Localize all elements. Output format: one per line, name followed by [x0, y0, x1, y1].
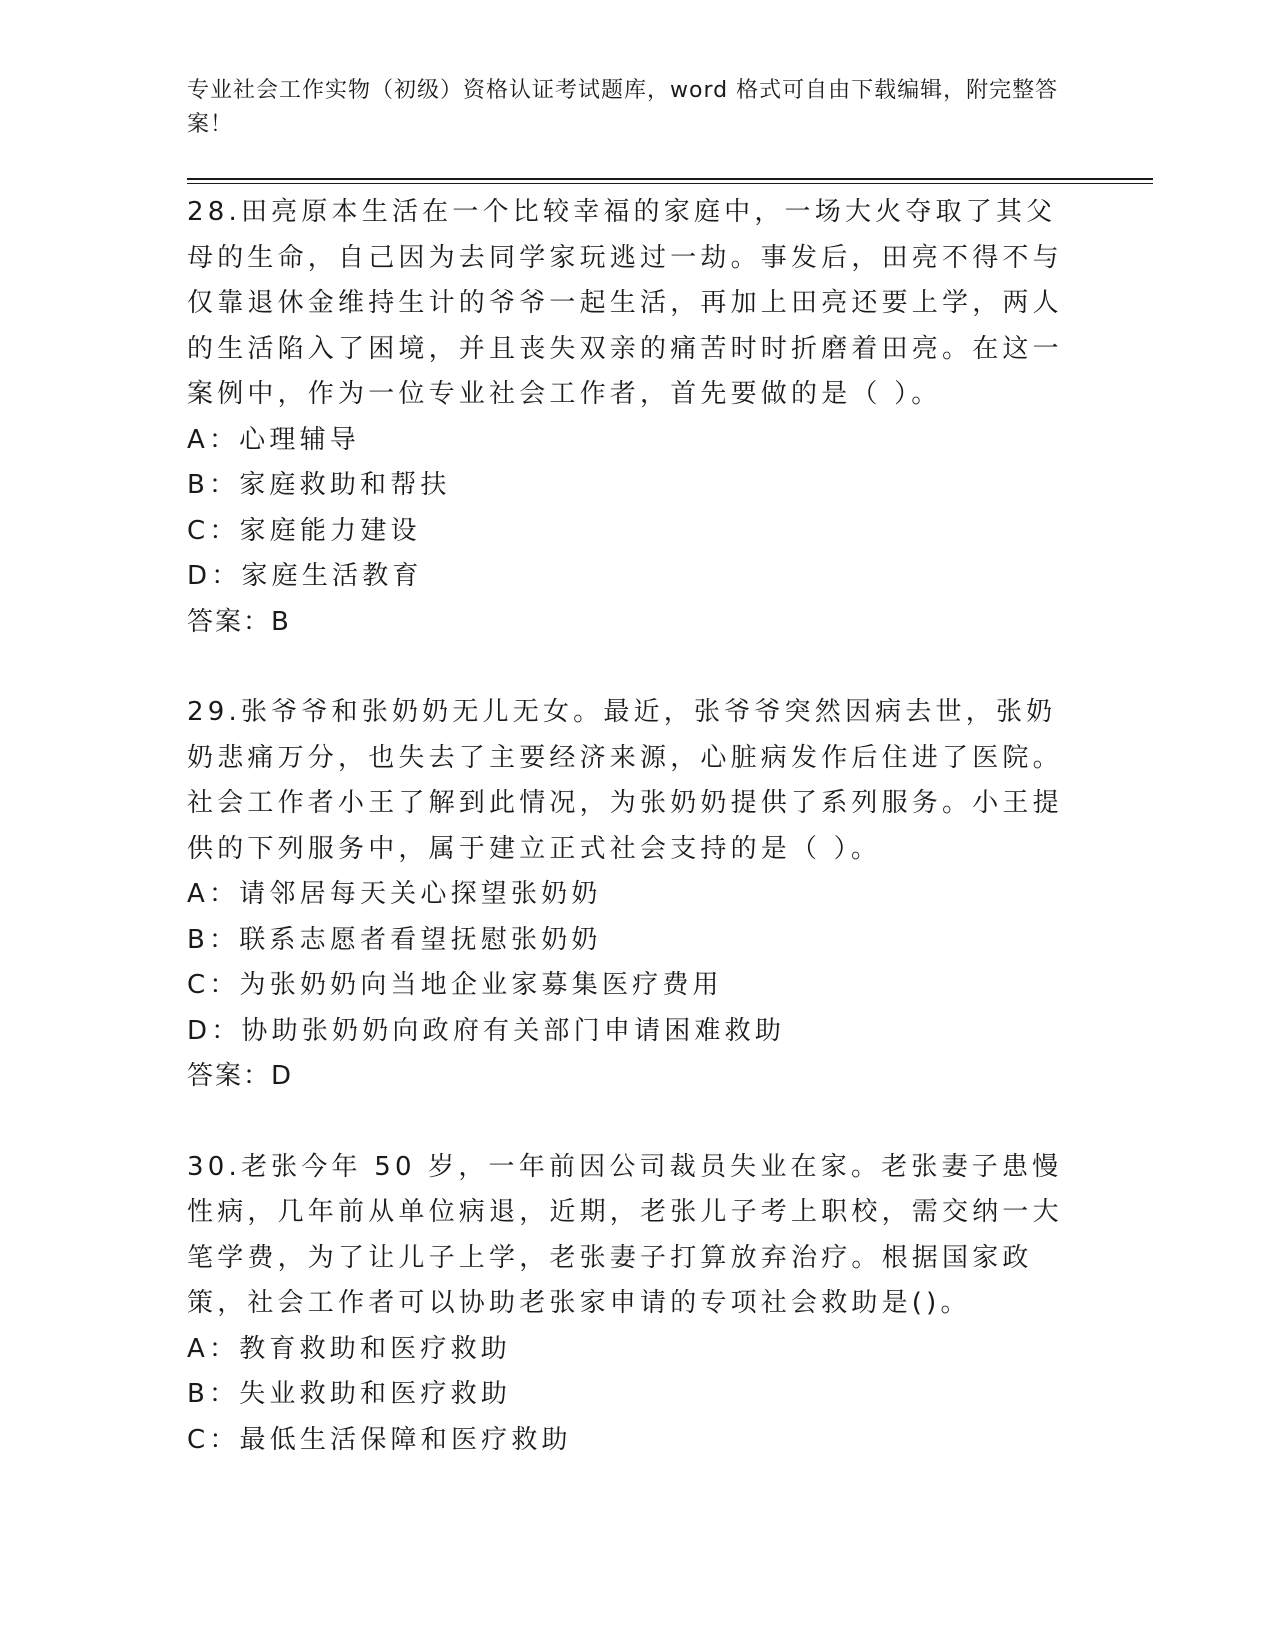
option-a: A：教育救助和医疗救助 — [187, 1333, 511, 1364]
option-c: C：家庭能力建设 — [187, 515, 421, 546]
header-rule-thick — [187, 178, 1153, 180]
question-28 — [187, 190, 1067, 645]
question-spacer — [187, 645, 1067, 690]
answer-line: 答案：D — [187, 1061, 294, 1091]
page-header: 专业社会工作实物（初级）资格认证考试题库，word 格式可自由下载编辑，附完整答案！ — [187, 78, 1059, 137]
question-spacer — [187, 1100, 1067, 1145]
question-list — [187, 190, 1067, 1463]
question-stem: 28.田亮原本生活在一个比较幸福的家庭中，一场大火夺取了其父母的生命，自己因为去同学家玩逃过一劫。事发后，田亮不得不与仅靠退休金维持生计的爷爷一起生活，再加上田亮还要上学，两人的生活陷入了困境，并且丧失双亲的痛苦时时折磨着田亮。在这一案例中，作为一位专业社会工作者，首先要做的是（ ）。 — [187, 197, 1063, 409]
option-d: D：协助张奶奶向政府有关部门申请困难救助 — [187, 1015, 786, 1046]
option-b: B：失业救助和医疗救助 — [187, 1379, 512, 1409]
header-rule-thin — [187, 183, 1153, 184]
option-b: B：家庭救助和帮扶 — [187, 470, 451, 500]
option-b: B：联系志愿者看望抚慰张奶奶 — [187, 924, 602, 955]
option-c: C：最低生活保障和医疗救助 — [187, 1424, 572, 1455]
answer-line: 答案：B — [187, 606, 291, 637]
question-30 — [187, 1145, 1067, 1464]
option-a: A：心理辅导 — [187, 424, 360, 455]
question-stem: 29.张爷爷和张奶奶无儿无女。最近，张爷爷突然因病去世，张奶奶悲痛万分，也失去了主要经济来源，心脏病发作后住进了医院。社会工作者小王了解到此情况，为张奶奶提供了系列服务。小王提供的下列服务中，属于建立正式社会支持的是（ ）。 — [187, 697, 1063, 864]
option-d: D：家庭生活教育 — [187, 561, 423, 591]
question-stem: 30.老张今年 50 岁，一年前因公司裁员失业在家。老张妻子患慢性病，几年前从单位病退，近期，老张儿子考上职校，需交纳一大笔学费，为了让儿子上学，老张妻子打算放弃治疗。根据国家政策，社会工作者可以协助老张家申请的专项社会救助是()。 — [187, 1151, 1063, 1318]
question-29 — [187, 690, 1067, 1100]
option-c: C：为张奶奶向当地企业家募集医疗费用 — [187, 970, 723, 1000]
option-a: A：请邻居每天关心探望张奶奶 — [187, 879, 602, 909]
